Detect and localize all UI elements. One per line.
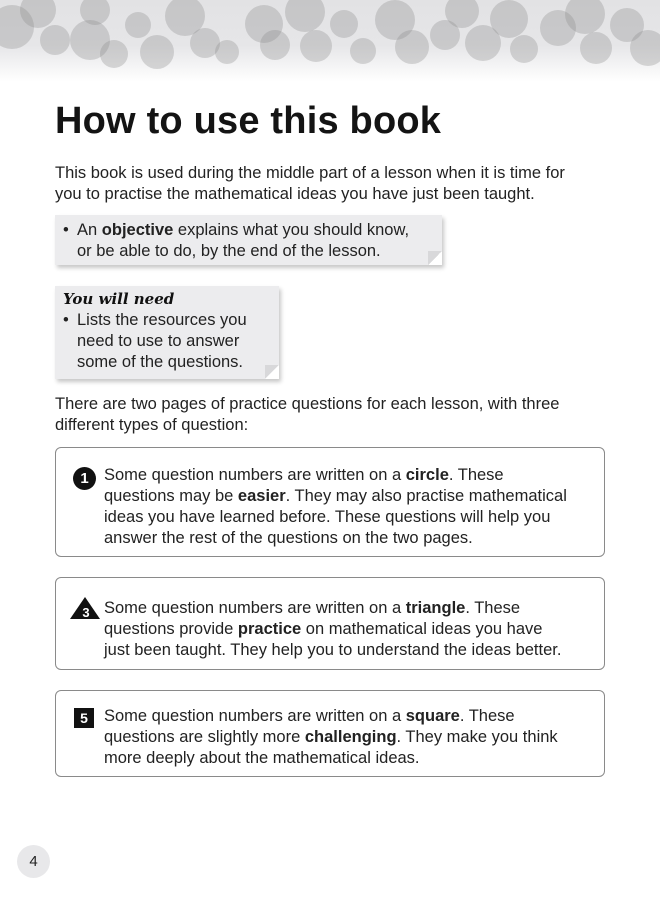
intro-paragraph xyxy=(55,163,615,205)
objective-text: An xyxy=(77,221,102,239)
triangle-number-icon xyxy=(69,596,101,620)
keyword: triangle xyxy=(405,599,466,617)
bullet-icon: • xyxy=(63,311,69,329)
page-title: How to use this book xyxy=(55,100,442,142)
text: questions provide xyxy=(104,620,238,638)
bubble-decoration xyxy=(580,32,612,64)
you-will-need-bullet xyxy=(63,310,269,373)
square-question-text xyxy=(104,706,594,769)
bubble-decoration xyxy=(40,25,70,55)
square-question-box xyxy=(55,690,605,777)
keyword: challenging xyxy=(304,728,397,746)
objective-text: or be able to do, by the end of the lesson. xyxy=(77,242,381,260)
intro-line: There are two pages of practice questions for each lesson, with three xyxy=(55,395,560,413)
bubble-decoration xyxy=(140,35,174,69)
you-will-need-note xyxy=(55,286,279,379)
bullet-icon: • xyxy=(63,221,69,239)
intro-line: different types of question: xyxy=(55,416,249,434)
question-types-intro xyxy=(55,394,615,436)
need-text: Lists the resources you xyxy=(77,311,247,329)
text: questions may be xyxy=(104,487,238,505)
page-number-badge: 4 xyxy=(17,845,50,878)
objective-note xyxy=(55,215,442,265)
text: ideas you have learned before. These questions will help you xyxy=(104,508,551,526)
bubble-decoration xyxy=(330,10,358,38)
bubble-decoration xyxy=(510,35,538,63)
bubble-decoration xyxy=(215,40,239,64)
circle-question-box xyxy=(55,447,605,557)
text: Some question numbers are written on a xyxy=(104,599,406,617)
text: . They may also practise mathematical xyxy=(285,487,567,505)
triangle-question-text xyxy=(104,598,594,661)
circle-number-icon: 1 xyxy=(73,467,96,490)
keyword: square xyxy=(405,707,460,725)
text: questions are slightly more xyxy=(104,728,305,746)
you-will-need-heading: You will need xyxy=(63,290,175,308)
bubble-decoration xyxy=(630,30,660,66)
objective-keyword: objective xyxy=(101,221,174,239)
text: . They make you think xyxy=(396,728,558,746)
intro-line: This book is used during the middle part of a lesson when it is time for xyxy=(55,164,565,182)
need-text: some of the questions. xyxy=(77,353,244,371)
text: just been taught. They help you to understand the ideas better. xyxy=(104,641,562,659)
bubble-decoration xyxy=(260,30,290,60)
text: answer the rest of the questions on the two pages. xyxy=(104,529,473,547)
bubble-decoration xyxy=(100,40,128,68)
bubble-decoration xyxy=(125,12,151,38)
triangle-question-box xyxy=(55,577,605,670)
bubble-decoration xyxy=(80,0,110,25)
text: . These xyxy=(465,599,521,617)
keyword: easier xyxy=(237,487,286,505)
text: more deeply about the mathematical ideas. xyxy=(104,749,420,767)
bubble-decoration xyxy=(565,0,605,34)
bubble-decoration xyxy=(445,0,479,28)
text: on mathematical ideas you have xyxy=(301,620,543,638)
triangle-number-label: 3 xyxy=(82,605,90,620)
objective-text: explains what you should know, xyxy=(173,221,410,239)
text: . These xyxy=(459,707,515,725)
text: Some question numbers are written on a xyxy=(104,707,406,725)
square-number-icon: 5 xyxy=(74,708,94,728)
bubble-decoration xyxy=(395,30,429,64)
text: Some question numbers are written on a xyxy=(104,466,406,484)
objective-bullet xyxy=(63,220,432,262)
bubble-decoration xyxy=(350,38,376,64)
bubble-decoration xyxy=(285,0,325,32)
circle-question-text xyxy=(104,465,594,549)
bubble-decoration xyxy=(490,0,528,38)
keyword: practice xyxy=(237,620,302,638)
need-text: need to use to answer xyxy=(77,332,240,350)
text: . These xyxy=(448,466,504,484)
bubble-decoration xyxy=(300,30,332,62)
header-bubble-banner xyxy=(0,0,660,82)
keyword: circle xyxy=(405,466,449,484)
intro-line: you to practise the mathematical ideas you have just been taught. xyxy=(55,185,535,203)
